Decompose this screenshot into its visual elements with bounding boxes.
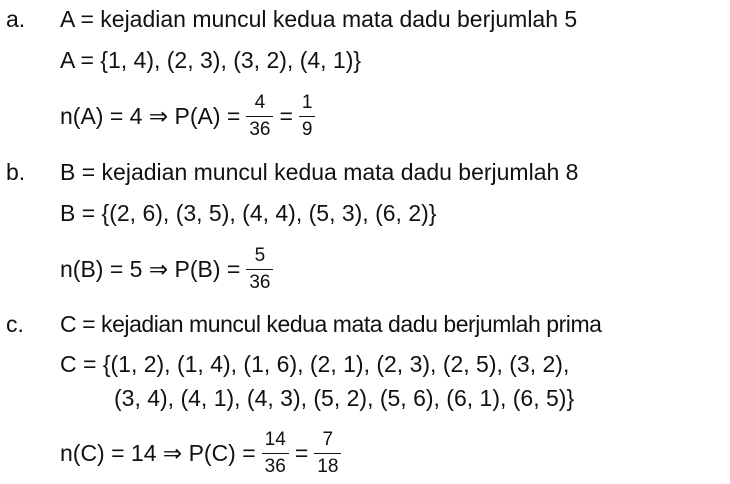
fraction-numerator: 7: [322, 428, 334, 450]
sample-set-c-line-2: (3, 4), (4, 1), (4, 3), (5, 2), (5, 6), (6, 1), (6, 5)}: [114, 385, 575, 411]
item-marker-b: b.: [6, 159, 26, 185]
fraction-denominator: 18: [317, 455, 339, 477]
fraction-bar: [246, 116, 273, 117]
event-definition-b: B = kejadian muncul kedua mata dadu berjumlah 8: [60, 159, 579, 185]
probability-prefix-a: n(A) = 4 ⇒ P(A) =: [60, 102, 241, 129]
probability-line-a: [60, 88, 321, 144]
fraction-bar: [246, 269, 273, 270]
sample-set-c-line-1: C = {(1, 2), (1, 4), (1, 6), (2, 1), (2, 3), (2, 5), (3, 2),: [60, 351, 570, 377]
probability-prefix-b: n(B) = 5 ⇒ P(B) =: [60, 255, 241, 282]
item-marker-a: a.: [6, 6, 26, 32]
fraction-denominator: 9: [301, 118, 313, 140]
probability-line-b: [60, 241, 279, 297]
event-definition-a: A = kejadian muncul kedua mata dadu berjumlah 5: [60, 6, 578, 32]
event-definition-c: C = kejadian muncul kedua mata dadu berjumlah prima: [60, 311, 602, 337]
fraction-b-1: [246, 245, 273, 294]
item-marker-c: c.: [6, 311, 24, 337]
fraction-numerator: 4: [254, 91, 266, 113]
fraction-bar: [314, 453, 341, 454]
fraction-bar: [262, 453, 289, 454]
probability-line-c: [60, 425, 347, 481]
fraction-numerator: 5: [254, 244, 266, 266]
equals-sign-a: =: [279, 102, 293, 129]
fraction-denominator: 36: [264, 455, 286, 477]
sample-set-a: A = {1, 4), (2, 3), (3, 2), (4, 1)}: [60, 47, 362, 73]
fraction-c-1: [262, 429, 289, 478]
equals-sign-c: =: [294, 439, 309, 466]
fraction-numerator: 14: [264, 428, 286, 450]
fraction-denominator: 36: [249, 118, 271, 140]
fraction-denominator: 36: [249, 271, 271, 293]
fraction-numerator: 1: [301, 91, 313, 113]
fraction-a-2: [299, 92, 316, 141]
fraction-bar: [299, 116, 316, 117]
fraction-a-1: [246, 92, 273, 141]
probability-prefix-c: n(C) = 14 ⇒ P(C) =: [60, 439, 256, 466]
sample-set-b: B = {(2, 6), (3, 5), (4, 4), (5, 3), (6, 2)}: [60, 200, 437, 226]
fraction-c-2: [314, 429, 341, 478]
